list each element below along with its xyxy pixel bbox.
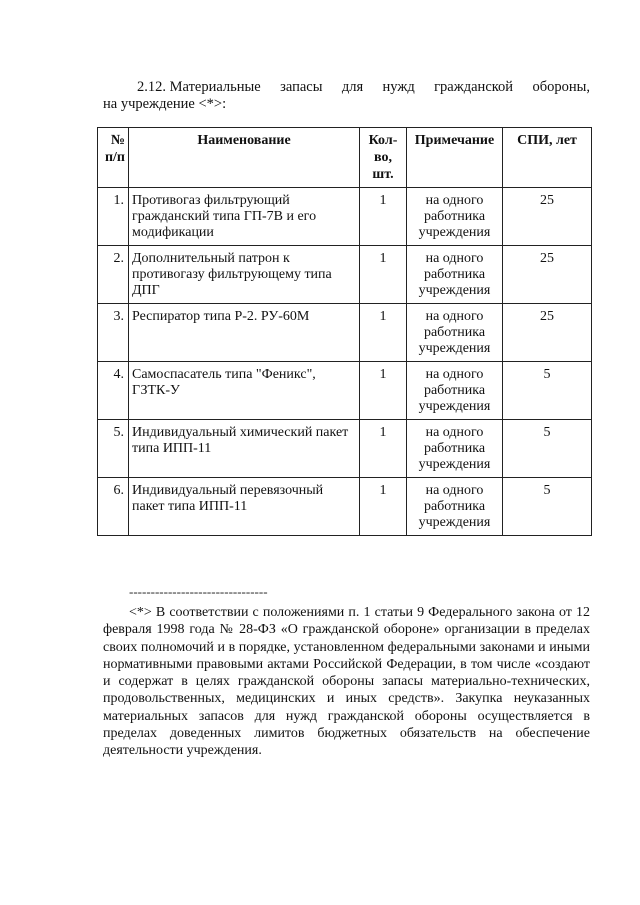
cell-qty: 1 [360, 420, 407, 478]
cell-qty: 1 [360, 362, 407, 420]
cell-note: на одного работника учреждения [407, 420, 503, 478]
heading-word: 2.12. Материальные [137, 79, 261, 95]
cell-name: Индивидуальный химический пакет типа ИПП-11 [129, 420, 360, 478]
cell-spi: 5 [503, 478, 592, 536]
header-qty: Кол-во, шт. [360, 128, 407, 188]
cell-spi: 5 [503, 362, 592, 420]
cell-name: Респиратор типа Р-2. РУ-60М [129, 304, 360, 362]
cell-qty: 1 [360, 188, 407, 246]
cell-qty: 1 [360, 246, 407, 304]
heading-word: обороны, [532, 79, 590, 95]
cell-name: Дополнительный патрон к противогазу фильтрующему типа ДПГ [129, 246, 360, 304]
heading-word: для [341, 79, 364, 95]
cell-num: 4. [98, 362, 129, 420]
cell-num: 2. [98, 246, 129, 304]
cell-spi: 25 [503, 246, 592, 304]
table-row [98, 304, 592, 362]
cell-num: 6. [98, 478, 129, 536]
heading-word: нужд [382, 79, 415, 95]
cell-note: на одного работника учреждения [407, 246, 503, 304]
heading-word: запасы [280, 79, 323, 95]
cell-spi: 5 [503, 420, 592, 478]
table-header-row [98, 128, 592, 188]
cell-name: Индивидуальный перевязочный пакет типа ИПП-11 [129, 478, 360, 536]
cell-note: на одного работника учреждения [407, 304, 503, 362]
header-num: № п/п [98, 128, 129, 188]
table-row [98, 246, 592, 304]
section-heading [103, 79, 590, 113]
cell-qty: 1 [360, 478, 407, 536]
header-name: Наименование [129, 128, 360, 188]
heading-line-1 [103, 79, 590, 96]
table-row [98, 188, 592, 246]
table-row [98, 420, 592, 478]
heading-line-2: на учреждение <*>: [103, 96, 227, 112]
materials-table [97, 127, 592, 536]
header-spi: СПИ, лет [503, 128, 592, 188]
footnote-text: <*> В соответствии с положениями п. 1 статьи 9 Федерального закона от 12 февраля 1998 года № 28-ФЗ «О гражданской обороне» организации в пределах своих полномочий и в порядке, установленном федеральными законами и иными нормативными правовыми актами Российской Федерации, в том числе «создают и содержат в целях гражданской обороны запасы материально-технических, продовольственных, медицинских и иных средств». Закупка неуказанных материальных запасов для нужд гражданской обороны осуществляется в пределах доведенных лимитов бюджетных обязательств на обеспечение деятельности учреждения. [103, 605, 590, 759]
cell-spi: 25 [503, 188, 592, 246]
heading-word: гражданской [434, 79, 514, 95]
cell-num: 1. [98, 188, 129, 246]
table-row [98, 362, 592, 420]
table-row [98, 478, 592, 536]
cell-name: Противогаз фильтрующий гражданский типа ГП-7В и его модификации [129, 188, 360, 246]
cell-name: Самоспасатель типа "Феникс", ГЗТК-У [129, 362, 360, 420]
cell-qty: 1 [360, 304, 407, 362]
cell-note: на одного работника учреждения [407, 362, 503, 420]
cell-num: 5. [98, 420, 129, 478]
cell-note: на одного работника учреждения [407, 188, 503, 246]
cell-note: на одного работника учреждения [407, 478, 503, 536]
cell-spi: 25 [503, 304, 592, 362]
header-note: Примечание [407, 128, 503, 188]
footnote-separator: -------------------------------- [129, 584, 268, 599]
cell-num: 3. [98, 304, 129, 362]
